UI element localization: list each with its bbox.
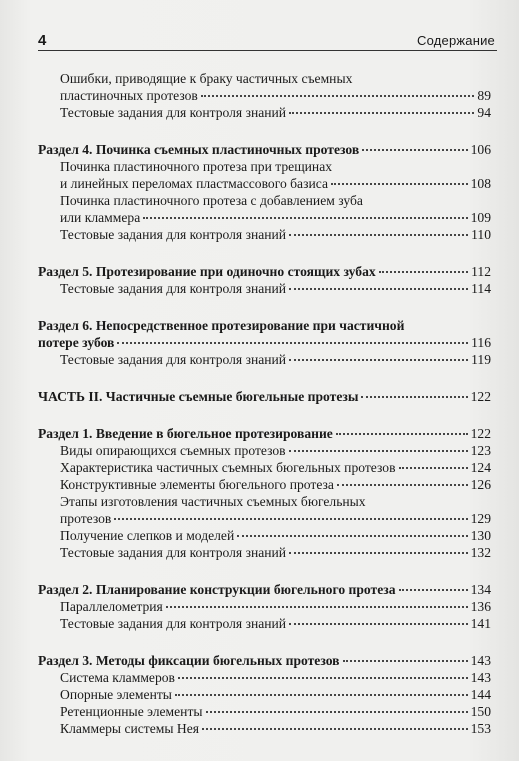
toc-entry-title-line: Тестовые задания для контроля знаний [60,281,287,296]
dot-leader [289,449,468,452]
toc-entry [38,493,491,527]
toc-entry [38,669,491,686]
toc-page-number: 112 [471,264,491,279]
toc-entry [38,280,491,297]
toc-entry [38,615,491,632]
toc-entry-title-line: или кламмера [60,210,141,225]
toc-entry-title-line: Раздел 6. Непосредственное протезирование при частичной [38,318,405,333]
dot-leader [289,358,468,361]
toc-entry [38,226,491,243]
toc-page-number: 134 [470,582,491,597]
toc-section-entry [38,652,491,669]
toc-entry-title-line: Тестовые задания для контроля знаний [60,616,287,631]
toc-entry-title-line: Тестовые задания для контроля знаний [60,227,287,242]
toc-page-number: 109 [470,210,491,225]
toc-entry [38,527,491,544]
dot-leader [399,588,468,591]
toc-page-number: 143 [470,670,491,685]
toc-page-number: 114 [471,281,491,296]
toc-page-number: 126 [470,477,491,492]
toc-entry [38,70,491,104]
toc-page-number: 132 [470,545,491,560]
dot-leader [362,148,467,151]
toc-page-number: 130 [470,528,491,543]
toc-entry [38,703,491,720]
toc-entry-title-line: Тестовые задания для контроля знаний [60,105,287,120]
dot-leader [343,659,468,662]
toc-entry-title-line: Система кламмеров [60,670,175,685]
toc-entry-title-line: Тестовые задания для контроля знаний [60,545,287,560]
toc-page-number: 106 [470,142,491,157]
dot-leader [336,432,468,435]
toc-page-number: 119 [471,352,491,367]
toc-entry [38,104,491,121]
toc-page-number: 136 [470,599,491,614]
dot-leader [337,483,468,486]
toc-entry [38,158,491,192]
dot-leader [289,551,468,554]
dot-leader [289,233,468,236]
toc-entry-title-line: Тестовые задания для контроля знаний [60,352,287,367]
toc-page-number: 141 [470,616,491,631]
dot-leader [143,216,467,219]
toc-entry-title-line: Раздел 3. Методы фиксации бюгельных протезов [38,653,340,668]
toc-entry-title-line: Раздел 1. Введение в бюгельное протезирование [38,426,333,441]
toc-section-entry [38,141,491,158]
toc-section-entry [38,581,491,598]
toc-entry [38,192,491,226]
dot-leader [114,517,467,520]
toc-page-number: 122 [470,389,491,404]
toc-page-number: 143 [470,653,491,668]
toc-section-entry [38,388,491,405]
page-header [38,30,497,51]
dot-leader [202,727,468,730]
toc-entry-title-line: Кламмеры системы Нея [60,721,200,736]
toc-entry-title-line: ЧАСТЬ II. Частичные съемные бюгельные протезы [38,389,359,404]
toc-entry-title-line: Получение слепков и моделей [60,528,235,543]
toc-entry [38,442,491,459]
dot-leader [206,710,468,713]
toc-entry [38,459,491,476]
toc-entry-title-line: Раздел 5. Протезирование при одиночно стоящих зубах [38,264,376,279]
toc-entry-title-line: Ошибки, приводящие к браку частичных съемных [60,71,353,86]
toc-entry [38,544,491,561]
dot-leader [361,395,467,398]
toc-entry [38,351,491,368]
dot-leader [117,341,468,344]
toc-entry-title-line: пластиночных протезов [60,88,198,103]
toc-page-number: 150 [470,704,491,719]
dot-leader [178,676,468,679]
toc-entry-title-line: Параллелометрия [60,599,163,614]
toc-entry-title-line: потере зубов [38,335,115,350]
toc-entry-title-line: Характеристика частичных съемных бюгельных протезов [60,460,396,475]
toc-entry [38,598,491,615]
toc-section-entry [38,317,491,351]
toc-entry-title-line: Виды опирающихся съемных протезов [60,443,286,458]
toc-entry [38,720,491,737]
toc-page-number: 108 [470,176,491,191]
dot-leader [289,622,468,625]
toc-entry-title-line: и линейных переломах пластмассового базиса [60,176,328,191]
toc-entry-title-line: Ретенционные элементы [60,704,203,719]
toc-page-number: 116 [471,335,491,350]
toc-page-number: 122 [470,426,491,441]
toc-entry-title-line: Конструктивные элементы бюгельного протеза [60,477,334,492]
toc-section-entry [38,263,491,280]
dot-leader [331,182,468,185]
toc-page-number: 153 [470,721,491,736]
toc-entry [38,476,491,493]
dot-leader [289,287,468,290]
dot-leader [399,466,468,469]
toc-page-number: 124 [470,460,491,475]
toc-page-number: 129 [470,511,491,526]
running-head: Содержание [417,33,495,48]
toc-page-number: 89 [477,88,491,103]
table-of-contents [38,70,491,737]
toc-entry-title-line: Раздел 2. Планирование конструкции бюгельного протеза [38,582,396,597]
toc-page-number: 144 [470,687,491,702]
toc-entry-title-line: Этапы изготовления частичных съемных бюгельных [60,494,366,509]
toc-page-number: 94 [477,105,491,120]
dot-leader [201,94,475,97]
toc-page-number: 123 [470,443,491,458]
toc-entry-title-line: Починка пластиночного протеза при трещинах [60,159,333,174]
dot-leader [289,111,474,114]
toc-entry-title-line: Починка пластиночного протеза с добавлением зуба [60,193,363,208]
toc-entry [38,686,491,703]
page-number: 4 [38,32,47,49]
toc-page-number: 110 [471,227,491,242]
toc-section-entry [38,425,491,442]
dot-leader [237,534,467,537]
toc-entry-title-line: Опорные элементы [60,687,172,702]
dot-leader [175,693,468,696]
dot-leader [166,605,468,608]
toc-entry-title-line: Раздел 4. Починка съемных пластиночных протезов [38,142,360,157]
dot-leader [379,270,468,273]
toc-entry-title-line: протезов [60,511,112,526]
